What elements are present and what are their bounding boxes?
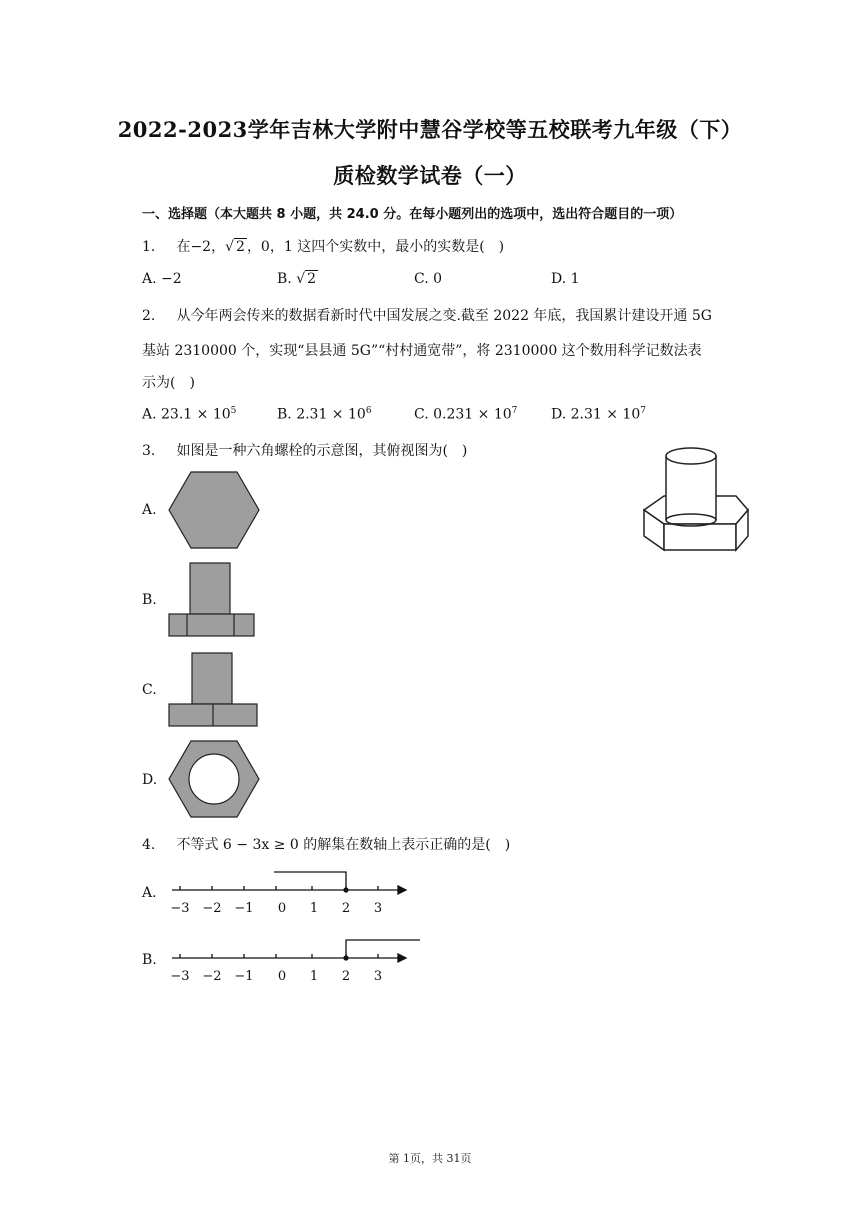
tick-label: 0 [277, 969, 287, 984]
question-text: 基站 2310000 个，实现“县县通 5G”“村村通宽带”，将 2310000 这个数用科学记数法表 [142, 343, 702, 359]
page-title: 2022-2023学年吉林大学附中慧谷学校等五校联考九年级（下） [117, 117, 743, 142]
sqrt-icon: √ [296, 271, 306, 287]
option-d[interactable] [551, 406, 646, 423]
option-text: C. 0.231 × 10 [414, 406, 512, 423]
tick-label: 3 [373, 901, 383, 916]
option-c-label[interactable]: C. [142, 682, 157, 698]
tick-label: 1 [309, 969, 319, 984]
option-d-top-view[interactable] [166, 738, 262, 820]
question-3 [142, 440, 467, 460]
tick-label: −3 [170, 901, 190, 916]
tick-label: −2 [202, 969, 222, 984]
question-number: 2. [142, 308, 156, 324]
option-c[interactable] [414, 406, 517, 423]
question-number: 4. [142, 837, 156, 853]
question-text: 示为( ) [142, 375, 195, 391]
option-label: B. [277, 271, 292, 287]
option-text: D. 2.31 × 10 [551, 406, 641, 423]
tick-label: 1 [309, 901, 319, 916]
tick-label: −1 [234, 901, 254, 916]
option-a[interactable]: A. −2 [142, 271, 182, 287]
tick-label: 2 [341, 901, 351, 916]
option-b-number-line[interactable] [166, 932, 424, 986]
exponent: 6 [365, 406, 372, 416]
option-c-front-view[interactable] [166, 650, 262, 730]
tick-label: −1 [234, 969, 254, 984]
option-a[interactable] [142, 406, 236, 423]
option-a-hexagon[interactable] [166, 470, 262, 550]
question-text: ，0，1 这四个实数中，最小的实数是( ) [246, 239, 505, 255]
tick-label: 3 [373, 969, 383, 984]
question-number: 3. [142, 443, 156, 459]
option-text: B. 2.31 × 10 [277, 406, 366, 423]
option-b[interactable] [277, 271, 318, 287]
question-text: 不等式 6 − 3x ≥ 0 的解集在数轴上表示正确的是( ) [176, 837, 511, 853]
sqrt-radicand: 2 [236, 239, 245, 255]
sqrt-radicand: 2 [307, 271, 317, 287]
option-b-label[interactable]: B. [142, 592, 157, 608]
question-text: 从今年两会传来的数据看新时代中国发展之变.截至 2022 年底，我国累计建设开通 5G [176, 308, 712, 324]
option-b[interactable] [277, 406, 372, 423]
sqrt-icon: √ [225, 239, 235, 255]
option-text: A. 23.1 × 10 [142, 406, 231, 423]
question-text: 如图是一种六角螺栓的示意图，其俯视图为( ) [176, 443, 468, 459]
question-4 [142, 834, 510, 854]
option-b-label[interactable]: B. [142, 952, 157, 968]
option-a-label[interactable]: A. [142, 885, 157, 901]
tick-label: −2 [202, 901, 222, 916]
question-text: 在−2， [176, 239, 226, 255]
section-heading: 一、选择题（本大题共 8 小题，共 24.0 分。在每小题列出的选项中，选出符合题目的一项） [142, 207, 683, 222]
tick-label: 0 [277, 901, 287, 916]
exponent: 7 [640, 406, 646, 416]
hex-bolt-figure [636, 438, 756, 562]
exponent: 5 [230, 406, 237, 416]
tick-label: 2 [341, 969, 351, 984]
page-footer: 第 1页，共 31页 [388, 1152, 472, 1165]
option-b-side-view[interactable] [166, 560, 258, 640]
option-a-label[interactable]: A. [142, 502, 157, 518]
question-2 [142, 305, 712, 325]
page-subtitle: 质检数学试卷（一） [333, 163, 527, 188]
option-c[interactable]: C. 0 [414, 271, 443, 287]
question-number: 1. [142, 239, 156, 255]
option-d-label[interactable]: D. [142, 772, 158, 788]
option-a-number-line[interactable] [166, 866, 416, 918]
question-1 [142, 236, 504, 256]
tick-label: −3 [170, 969, 190, 984]
option-d[interactable]: D. 1 [551, 271, 580, 287]
exponent: 7 [511, 406, 518, 416]
